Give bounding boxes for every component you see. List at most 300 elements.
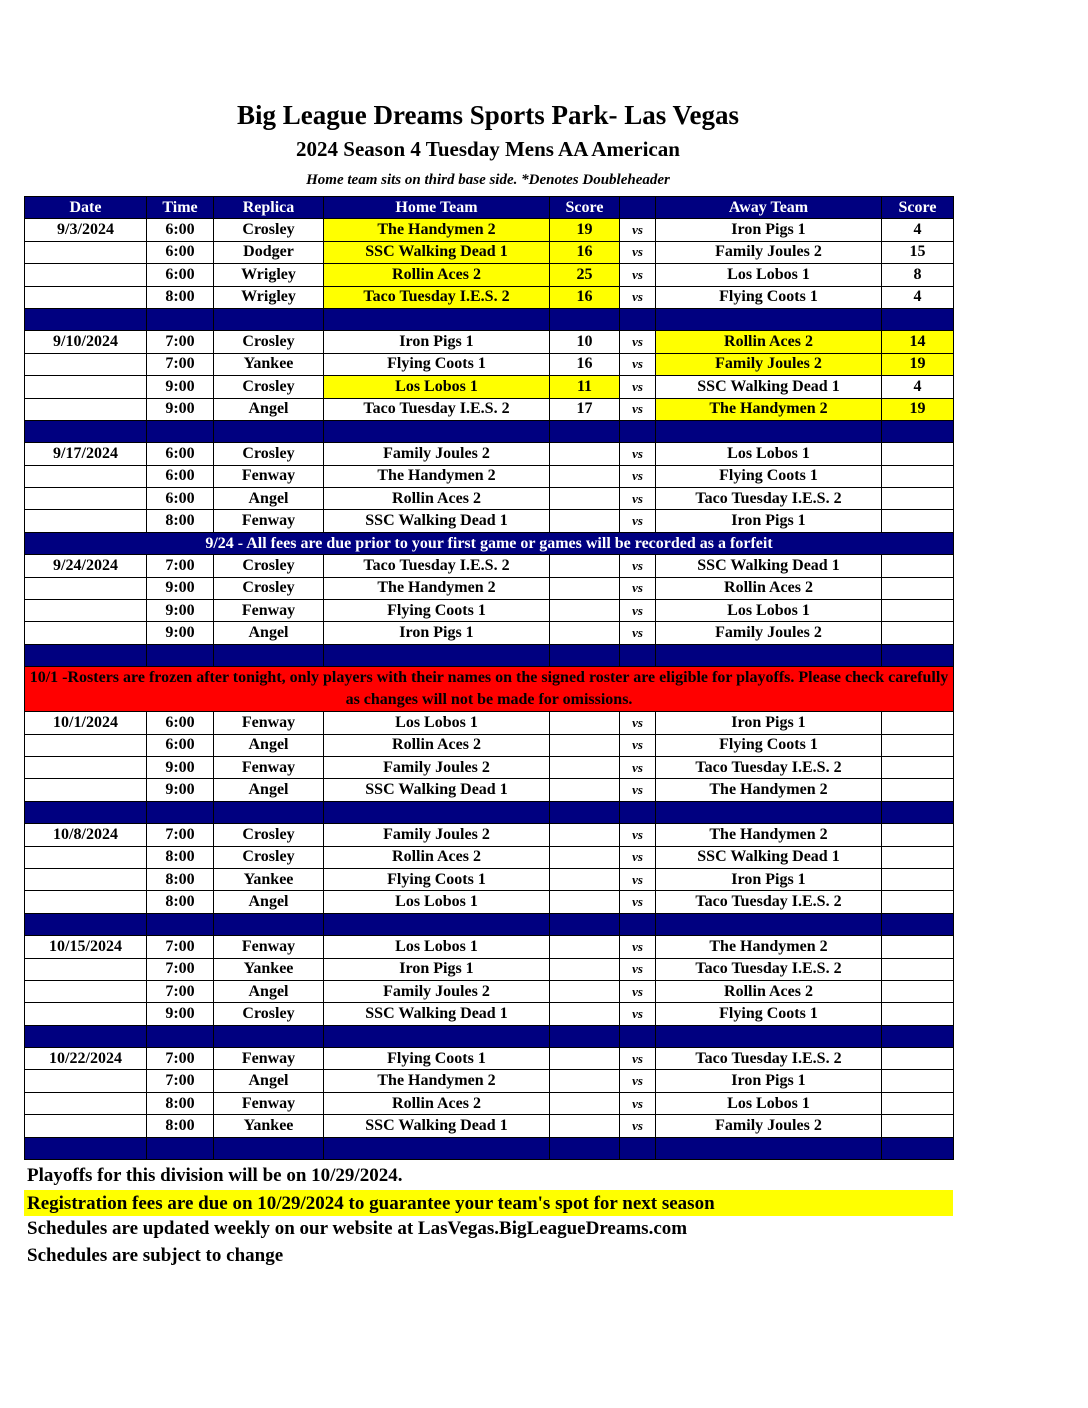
game-time: 9:00 (147, 376, 214, 398)
vs-label: vs (620, 622, 656, 644)
away-team: Flying Coots 1 (656, 286, 882, 308)
away-team: The Handymen 2 (656, 779, 882, 801)
away-team: Flying Coots 1 (656, 734, 882, 756)
home-score (550, 622, 620, 644)
away-team: Taco Tuesday I.E.S. 2 (656, 488, 882, 510)
away-score: 4 (882, 219, 954, 241)
home-team: SSC Walking Dead 1 (324, 241, 550, 263)
home-team: Family Joules 2 (324, 756, 550, 778)
vs-label: vs (620, 577, 656, 599)
home-score: 19 (550, 219, 620, 241)
home-team-note: Home team sits on third base side. *Denotes Doubleheader (306, 172, 670, 188)
field-replica: Crosley (214, 376, 324, 398)
home-team: Rollin Aces 2 (324, 488, 550, 510)
vs-label: vs (620, 824, 656, 846)
separator-cell (550, 1025, 620, 1047)
vs-label: vs (620, 600, 656, 622)
game-row (25, 600, 954, 622)
vs-label: vs (620, 1048, 656, 1070)
week-separator-row (25, 801, 954, 823)
game-row (25, 779, 954, 801)
home-team: The Handymen 2 (324, 577, 550, 599)
field-replica: Yankee (214, 868, 324, 890)
separator-cell (324, 1025, 550, 1047)
home-team: The Handymen 2 (324, 1070, 550, 1092)
separator-cell (882, 1137, 954, 1159)
away-team: Flying Coots 1 (656, 1003, 882, 1025)
home-score (550, 443, 620, 465)
away-team: Family Joules 2 (656, 353, 882, 375)
game-date (25, 353, 147, 375)
separator-cell (550, 1137, 620, 1159)
away-team: Los Lobos 1 (656, 264, 882, 286)
home-team: Los Lobos 1 (324, 891, 550, 913)
away-score (882, 510, 954, 532)
separator-cell (882, 644, 954, 666)
away-team: SSC Walking Dead 1 (656, 376, 882, 398)
game-row (25, 286, 954, 308)
col-away-team: Away Team (656, 197, 882, 219)
separator-cell (25, 801, 147, 823)
away-score (882, 980, 954, 1002)
game-date (25, 1092, 147, 1114)
home-score (550, 779, 620, 801)
home-team: SSC Walking Dead 1 (324, 510, 550, 532)
game-date (25, 286, 147, 308)
game-time: 8:00 (147, 891, 214, 913)
game-date (25, 980, 147, 1002)
field-replica: Fenway (214, 465, 324, 487)
separator-cell (550, 644, 620, 666)
away-team: Rollin Aces 2 (656, 980, 882, 1002)
away-team: SSC Walking Dead 1 (656, 555, 882, 577)
home-team: SSC Walking Dead 1 (324, 1003, 550, 1025)
game-row (25, 264, 954, 286)
game-row (25, 398, 954, 420)
registration-note: Registration fees are due on 10/29/2024 to guarantee your team's spot for next season (24, 1190, 953, 1216)
home-team: Rollin Aces 2 (324, 264, 550, 286)
game-time: 9:00 (147, 756, 214, 778)
away-score (882, 555, 954, 577)
away-score (882, 600, 954, 622)
away-score (882, 577, 954, 599)
game-date: 10/15/2024 (25, 936, 147, 958)
home-score: 16 (550, 353, 620, 375)
week-separator-row (25, 644, 954, 666)
schedule-table (24, 196, 954, 1160)
away-score (882, 1092, 954, 1114)
home-score: 16 (550, 241, 620, 263)
home-team: Flying Coots 1 (324, 600, 550, 622)
game-date: 9/3/2024 (25, 219, 147, 241)
game-time: 7:00 (147, 1070, 214, 1092)
home-score (550, 712, 620, 734)
home-team: Taco Tuesday I.E.S. 2 (324, 286, 550, 308)
field-replica: Fenway (214, 1092, 324, 1114)
home-team: The Handymen 2 (324, 219, 550, 241)
field-replica: Angel (214, 891, 324, 913)
separator-cell (656, 420, 882, 442)
separator-cell (25, 913, 147, 935)
away-team: Family Joules 2 (656, 241, 882, 263)
away-score (882, 712, 954, 734)
home-score: 16 (550, 286, 620, 308)
game-time: 6:00 (147, 219, 214, 241)
away-score (882, 868, 954, 890)
field-replica: Fenway (214, 600, 324, 622)
game-date (25, 779, 147, 801)
game-time: 6:00 (147, 241, 214, 263)
game-date: 10/1/2024 (25, 712, 147, 734)
field-replica: Angel (214, 779, 324, 801)
separator-cell (147, 913, 214, 935)
game-date (25, 846, 147, 868)
separator-cell (550, 801, 620, 823)
field-replica: Yankee (214, 353, 324, 375)
away-team: The Handymen 2 (656, 936, 882, 958)
game-row (25, 734, 954, 756)
game-time: 7:00 (147, 1048, 214, 1070)
field-replica: Fenway (214, 1048, 324, 1070)
away-score (882, 824, 954, 846)
game-row (25, 1070, 954, 1092)
game-row (25, 846, 954, 868)
away-team: Iron Pigs 1 (656, 712, 882, 734)
field-replica: Angel (214, 622, 324, 644)
separator-cell (147, 1025, 214, 1047)
separator-cell (882, 308, 954, 330)
away-team: Rollin Aces 2 (656, 577, 882, 599)
field-replica: Angel (214, 734, 324, 756)
vs-label: vs (620, 1115, 656, 1137)
col-away-score: Score (882, 197, 954, 219)
game-date: 9/17/2024 (25, 443, 147, 465)
vs-label: vs (620, 465, 656, 487)
home-score (550, 756, 620, 778)
game-row (25, 756, 954, 778)
field-replica: Crosley (214, 443, 324, 465)
vs-label: vs (620, 488, 656, 510)
home-team: Family Joules 2 (324, 980, 550, 1002)
home-score (550, 958, 620, 980)
away-score (882, 756, 954, 778)
away-score (882, 465, 954, 487)
home-score (550, 891, 620, 913)
game-time: 7:00 (147, 331, 214, 353)
away-score (882, 891, 954, 913)
home-team: Los Lobos 1 (324, 376, 550, 398)
vs-label: vs (620, 1092, 656, 1114)
game-row (25, 891, 954, 913)
away-score (882, 1003, 954, 1025)
separator-cell (882, 801, 954, 823)
vs-label: vs (620, 331, 656, 353)
home-score: 17 (550, 398, 620, 420)
separator-cell (214, 1025, 324, 1047)
game-row (25, 353, 954, 375)
home-team: Iron Pigs 1 (324, 331, 550, 353)
away-score (882, 958, 954, 980)
game-time: 8:00 (147, 286, 214, 308)
field-replica: Fenway (214, 756, 324, 778)
game-time: 7:00 (147, 824, 214, 846)
separator-cell (550, 913, 620, 935)
season-subtitle: 2024 Season 4 Tuesday Mens AA American (296, 137, 680, 161)
away-team: Los Lobos 1 (656, 1092, 882, 1114)
away-score: 14 (882, 331, 954, 353)
away-score (882, 622, 954, 644)
separator-cell (214, 644, 324, 666)
game-row (25, 824, 954, 846)
separator-cell (324, 1137, 550, 1159)
home-score (550, 465, 620, 487)
game-row (25, 1092, 954, 1114)
vs-label: vs (620, 376, 656, 398)
game-date (25, 577, 147, 599)
away-score (882, 779, 954, 801)
home-team: Flying Coots 1 (324, 868, 550, 890)
week-separator-row (25, 1137, 954, 1159)
game-date (25, 868, 147, 890)
away-score (882, 1070, 954, 1092)
vs-label: vs (620, 353, 656, 375)
separator-cell (324, 420, 550, 442)
separator-cell (214, 801, 324, 823)
game-date (25, 1070, 147, 1092)
game-time: 7:00 (147, 936, 214, 958)
separator-cell (25, 420, 147, 442)
vs-label: vs (620, 712, 656, 734)
game-date: 10/22/2024 (25, 1048, 147, 1070)
game-date (25, 1003, 147, 1025)
separator-cell (882, 913, 954, 935)
game-row (25, 936, 954, 958)
game-date (25, 756, 147, 778)
vs-label: vs (620, 1070, 656, 1092)
game-time: 6:00 (147, 488, 214, 510)
away-team: SSC Walking Dead 1 (656, 846, 882, 868)
game-date (25, 264, 147, 286)
field-replica: Crosley (214, 219, 324, 241)
separator-cell (656, 801, 882, 823)
week-separator-row (25, 1025, 954, 1047)
away-team: Flying Coots 1 (656, 465, 882, 487)
home-score (550, 1092, 620, 1114)
game-time: 9:00 (147, 622, 214, 644)
vs-label: vs (620, 443, 656, 465)
game-time: 8:00 (147, 846, 214, 868)
game-row (25, 577, 954, 599)
separator-cell (214, 1137, 324, 1159)
field-replica: Angel (214, 980, 324, 1002)
col-vs (620, 197, 656, 219)
game-date (25, 510, 147, 532)
week-separator-row (25, 420, 954, 442)
away-team: Iron Pigs 1 (656, 1070, 882, 1092)
separator-cell (214, 308, 324, 330)
home-score (550, 980, 620, 1002)
playoffs-note: Playoffs for this division will be on 10/29/2024. (27, 1165, 403, 1186)
field-replica: Wrigley (214, 286, 324, 308)
away-team: Taco Tuesday I.E.S. 2 (656, 756, 882, 778)
vs-label: vs (620, 398, 656, 420)
field-replica: Fenway (214, 510, 324, 532)
separator-cell (214, 420, 324, 442)
game-date (25, 241, 147, 263)
field-replica: Crosley (214, 1003, 324, 1025)
home-team: The Handymen 2 (324, 465, 550, 487)
game-date (25, 734, 147, 756)
game-date (25, 376, 147, 398)
fees-notice-text: 9/24 - All fees are due prior to your first game or games will be recorded as a forfeit (25, 532, 954, 554)
field-replica: Crosley (214, 824, 324, 846)
game-time: 8:00 (147, 1115, 214, 1137)
week-separator-row (25, 913, 954, 935)
game-date (25, 600, 147, 622)
home-score: 10 (550, 331, 620, 353)
away-team: The Handymen 2 (656, 398, 882, 420)
separator-cell (324, 801, 550, 823)
game-row (25, 958, 954, 980)
separator-cell (550, 420, 620, 442)
separator-cell (620, 801, 656, 823)
away-team: Family Joules 2 (656, 1115, 882, 1137)
game-time: 6:00 (147, 712, 214, 734)
away-score: 19 (882, 353, 954, 375)
game-row (25, 868, 954, 890)
vs-label: vs (620, 756, 656, 778)
vs-label: vs (620, 891, 656, 913)
separator-cell (620, 1025, 656, 1047)
field-replica: Angel (214, 1070, 324, 1092)
away-score (882, 1048, 954, 1070)
vs-label: vs (620, 510, 656, 532)
game-date (25, 1115, 147, 1137)
page-title: Big League Dreams Sports Park- Las Vegas (236, 100, 740, 130)
game-time: 8:00 (147, 510, 214, 532)
game-time: 9:00 (147, 577, 214, 599)
col-home-score: Score (550, 197, 620, 219)
home-score (550, 1003, 620, 1025)
game-time: 6:00 (147, 264, 214, 286)
field-replica: Dodger (214, 241, 324, 263)
field-replica: Crosley (214, 577, 324, 599)
game-row (25, 219, 954, 241)
home-team: Flying Coots 1 (324, 353, 550, 375)
separator-cell (324, 913, 550, 935)
game-row (25, 488, 954, 510)
home-score (550, 734, 620, 756)
game-time: 6:00 (147, 734, 214, 756)
away-team: Iron Pigs 1 (656, 219, 882, 241)
home-score (550, 824, 620, 846)
game-row (25, 1115, 954, 1137)
col-time: Time (147, 197, 214, 219)
col-home-team: Home Team (324, 197, 550, 219)
field-replica: Yankee (214, 958, 324, 980)
separator-cell (656, 644, 882, 666)
home-score (550, 577, 620, 599)
field-replica: Crosley (214, 846, 324, 868)
game-row (25, 712, 954, 734)
separator-cell (620, 308, 656, 330)
game-time: 6:00 (147, 465, 214, 487)
away-team: Iron Pigs 1 (656, 868, 882, 890)
separator-cell (25, 644, 147, 666)
home-score: 11 (550, 376, 620, 398)
field-replica: Angel (214, 488, 324, 510)
field-replica: Crosley (214, 331, 324, 353)
away-team: Family Joules 2 (656, 622, 882, 644)
game-time: 7:00 (147, 555, 214, 577)
separator-cell (147, 644, 214, 666)
home-team: Los Lobos 1 (324, 712, 550, 734)
separator-cell (25, 308, 147, 330)
separator-cell (656, 1137, 882, 1159)
away-score: 4 (882, 286, 954, 308)
vs-label: vs (620, 555, 656, 577)
game-time: 8:00 (147, 1092, 214, 1114)
home-team: Taco Tuesday I.E.S. 2 (324, 555, 550, 577)
game-time: 7:00 (147, 353, 214, 375)
home-score: 25 (550, 264, 620, 286)
vs-label: vs (620, 1003, 656, 1025)
away-score (882, 846, 954, 868)
vs-label: vs (620, 980, 656, 1002)
roster-alert-row (25, 667, 954, 712)
vs-label: vs (620, 846, 656, 868)
game-time: 6:00 (147, 443, 214, 465)
game-date (25, 465, 147, 487)
game-row (25, 622, 954, 644)
vs-label: vs (620, 241, 656, 263)
separator-cell (214, 913, 324, 935)
fees-notice-row (25, 532, 954, 554)
away-team: Rollin Aces 2 (656, 331, 882, 353)
home-team: SSC Walking Dead 1 (324, 1115, 550, 1137)
game-row (25, 980, 954, 1002)
separator-cell (147, 420, 214, 442)
game-row (25, 331, 954, 353)
home-score (550, 1048, 620, 1070)
home-score (550, 488, 620, 510)
home-score (550, 600, 620, 622)
game-row (25, 1003, 954, 1025)
away-score (882, 1115, 954, 1137)
separator-cell (620, 1137, 656, 1159)
game-row (25, 555, 954, 577)
field-replica: Wrigley (214, 264, 324, 286)
website-note: Schedules are updated weekly on our website at LasVegas.BigLeagueDreams.com (27, 1218, 688, 1239)
separator-cell (147, 801, 214, 823)
away-team: Taco Tuesday I.E.S. 2 (656, 958, 882, 980)
separator-cell (147, 1137, 214, 1159)
vs-label: vs (620, 936, 656, 958)
game-date: 9/10/2024 (25, 331, 147, 353)
field-replica: Angel (214, 398, 324, 420)
separator-cell (324, 644, 550, 666)
field-replica: Crosley (214, 555, 324, 577)
game-date (25, 488, 147, 510)
roster-alert-text: 10/1 -Rosters are frozen after tonight, only players with their names on the signed roster are eligible for playoffs. Please check carefully as changes will not be made for omissions. (25, 667, 954, 712)
game-time: 7:00 (147, 980, 214, 1002)
vs-label: vs (620, 219, 656, 241)
field-replica: Fenway (214, 712, 324, 734)
vs-label: vs (620, 779, 656, 801)
home-team: SSC Walking Dead 1 (324, 779, 550, 801)
field-replica: Yankee (214, 1115, 324, 1137)
game-date (25, 958, 147, 980)
